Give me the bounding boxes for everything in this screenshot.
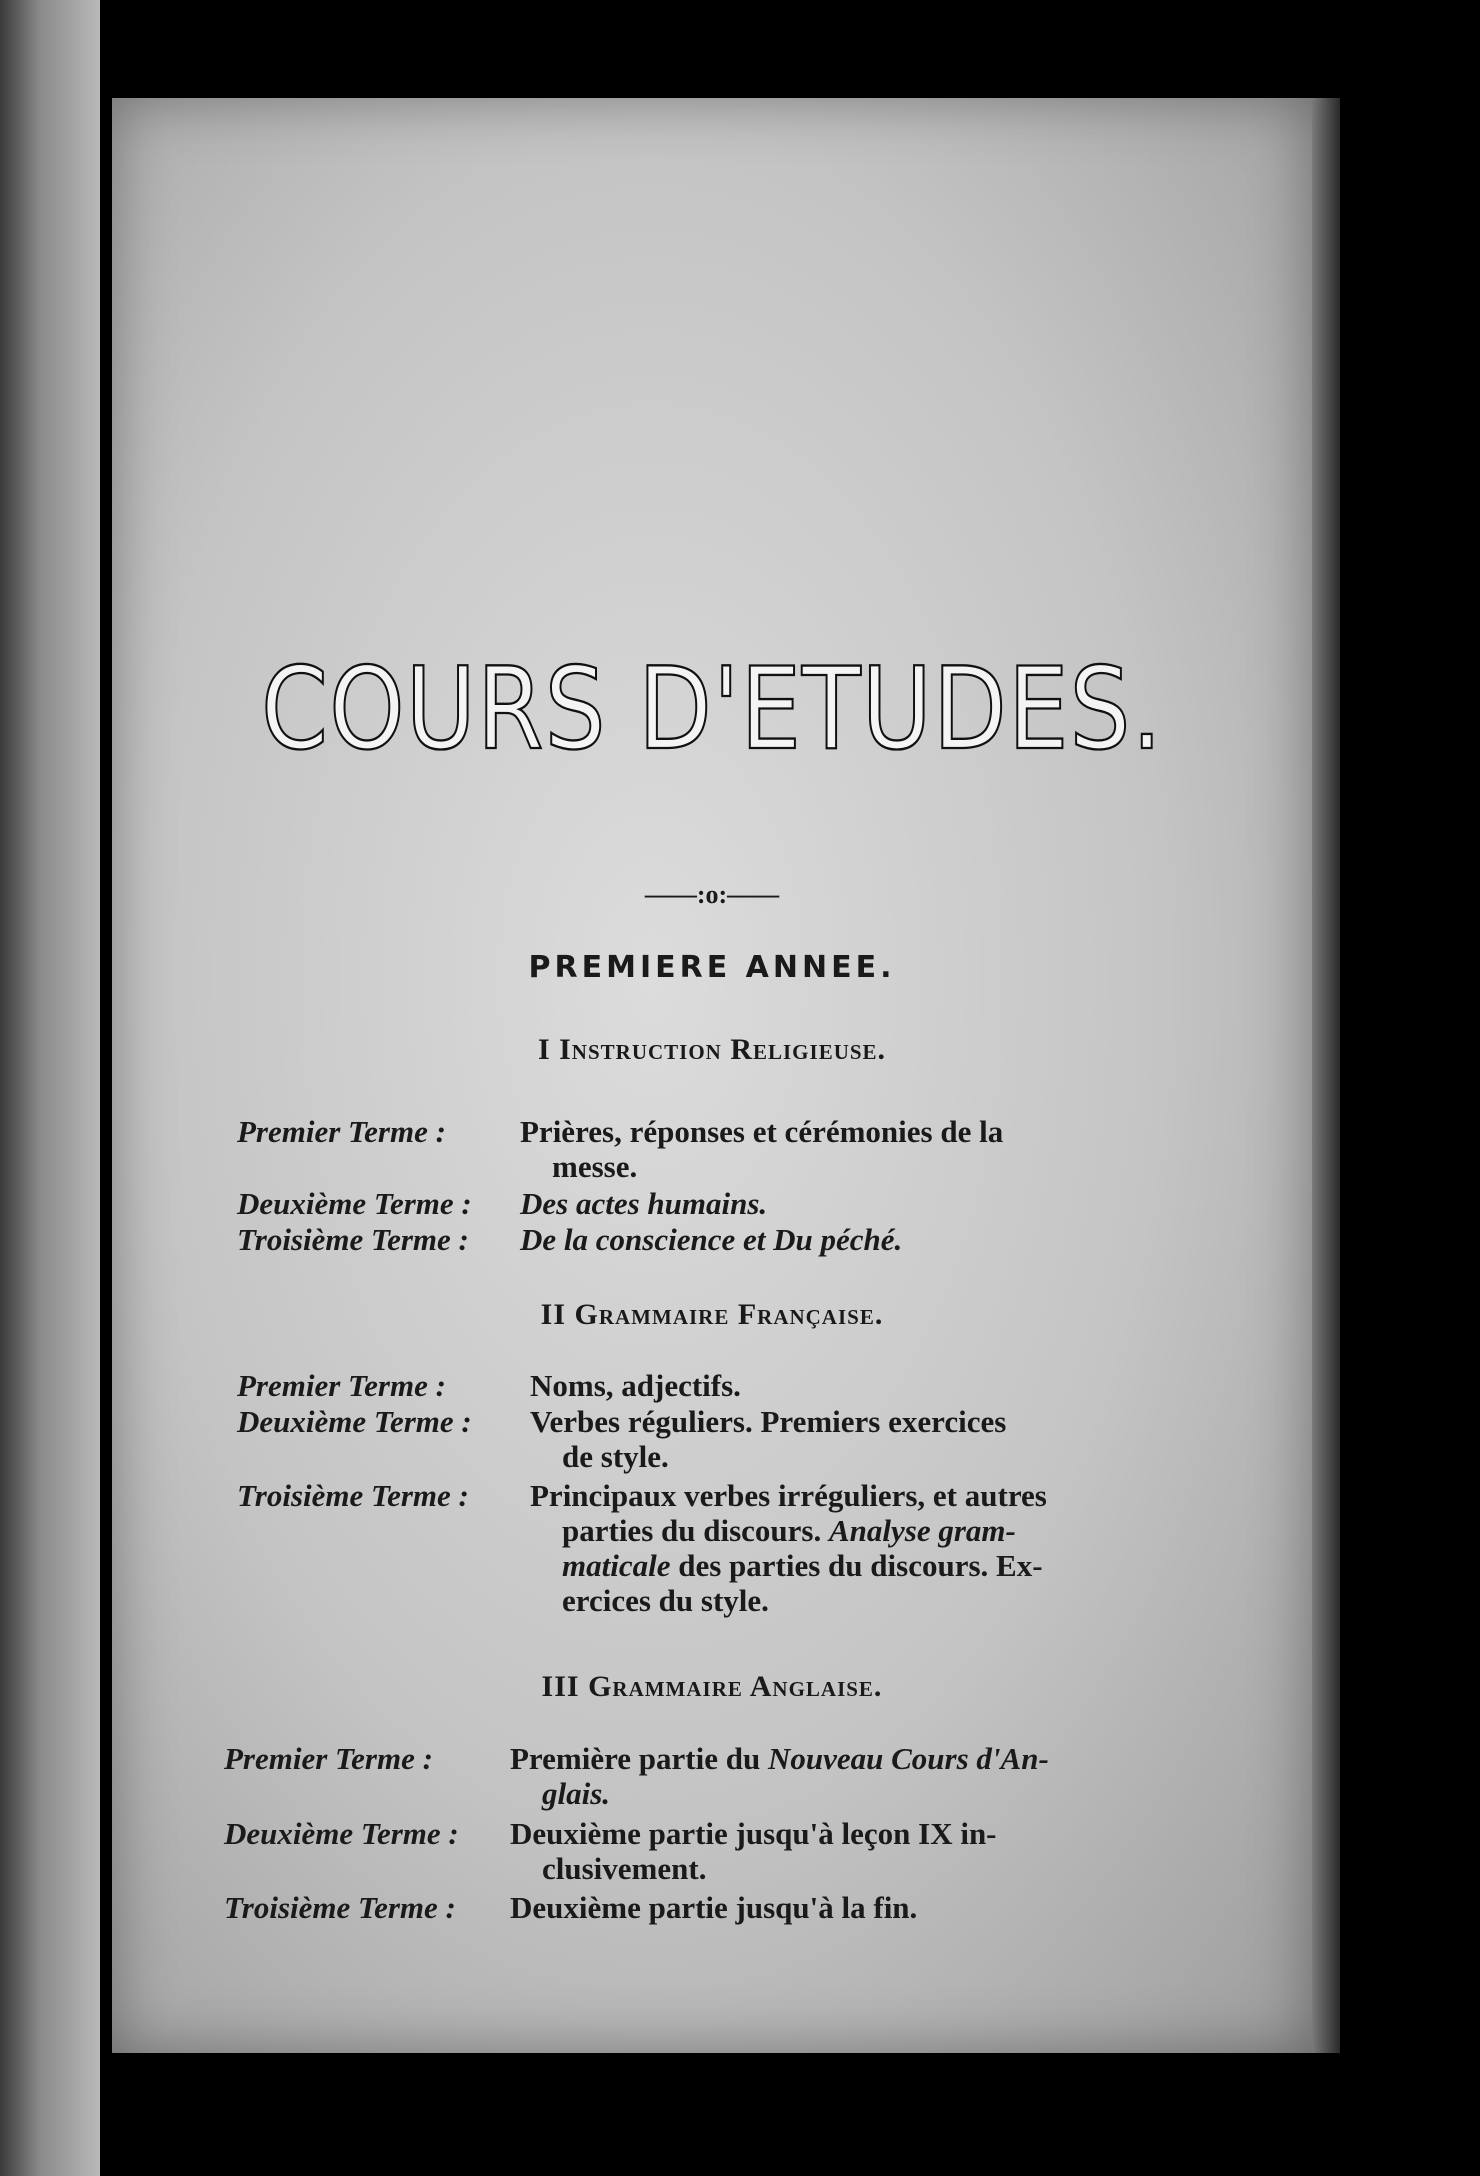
term-line: des parties du discours. Ex- bbox=[678, 1548, 1043, 1583]
term-text bbox=[530, 1478, 1240, 1618]
term-line: Première partie du bbox=[510, 1741, 761, 1776]
term-line-group bbox=[510, 1741, 1049, 1776]
term-line: Prières, réponses et cérémonies de la bbox=[520, 1114, 1004, 1149]
term-line: messe. bbox=[552, 1149, 638, 1184]
book-page bbox=[112, 98, 1312, 2053]
term-label: Deuxième Terme : bbox=[237, 1404, 472, 1439]
adjacent-page-edge bbox=[0, 0, 100, 2176]
term-line: Deuxième partie jusqu'à leçon IX in- bbox=[510, 1816, 997, 1851]
term-text bbox=[530, 1404, 1240, 1474]
term-label: Troisième Terme : bbox=[237, 1222, 469, 1257]
term-line: de style. bbox=[562, 1439, 669, 1474]
term-label: Deuxième Terme : bbox=[224, 1816, 459, 1851]
term-text: Noms, adjectifs. bbox=[530, 1368, 741, 1403]
term-label: Premier Terme : bbox=[237, 1114, 446, 1149]
section-heading-english: III Grammaire Anglaise. bbox=[541, 1670, 883, 1703]
term-label: Troisième Terme : bbox=[224, 1890, 456, 1925]
page-edge-shadow bbox=[1312, 98, 1340, 2053]
page-title: COURS D'ETUDES. bbox=[261, 642, 1163, 776]
term-label: Troisième Terme : bbox=[237, 1478, 469, 1513]
term-label: Deuxième Terme : bbox=[237, 1186, 472, 1221]
term-line: Principaux verbes irréguliers, et autres bbox=[530, 1478, 1047, 1513]
section-heading-religion: I Instruction Religieuse. bbox=[537, 1033, 887, 1066]
section-heading-french: II Grammaire Française. bbox=[540, 1298, 884, 1331]
term-label: Premier Terme : bbox=[237, 1368, 446, 1403]
term-line-italic: Nouveau Cours d'An- bbox=[767, 1741, 1049, 1776]
term-text: Des actes humains. bbox=[520, 1186, 768, 1221]
ornament-divider: ——:o:—— bbox=[644, 880, 780, 909]
term-line-group bbox=[510, 1776, 1240, 1811]
term-line-italic: glais. bbox=[542, 1776, 611, 1811]
term-line-group bbox=[530, 1513, 1240, 1548]
term-line-italic: Analyse gram- bbox=[828, 1513, 1016, 1548]
term-line: ercices du style. bbox=[562, 1583, 769, 1618]
term-text: De la conscience et Du péché. bbox=[520, 1222, 903, 1257]
term-line: parties du discours. bbox=[562, 1513, 822, 1548]
term-line: clusivement. bbox=[542, 1851, 707, 1886]
term-text bbox=[520, 1114, 1240, 1184]
term-line: Verbes réguliers. Premiers exercices bbox=[530, 1404, 1007, 1439]
term-line-group bbox=[530, 1548, 1240, 1583]
term-text: Deuxième partie jusqu'à la fin. bbox=[510, 1890, 918, 1925]
term-text bbox=[510, 1816, 1240, 1886]
term-line-italic: maticale bbox=[562, 1548, 671, 1583]
year-heading: PREMIERE ANNEE. bbox=[528, 950, 896, 985]
term-text bbox=[510, 1741, 1240, 1811]
term-label: Premier Terme : bbox=[224, 1741, 433, 1776]
